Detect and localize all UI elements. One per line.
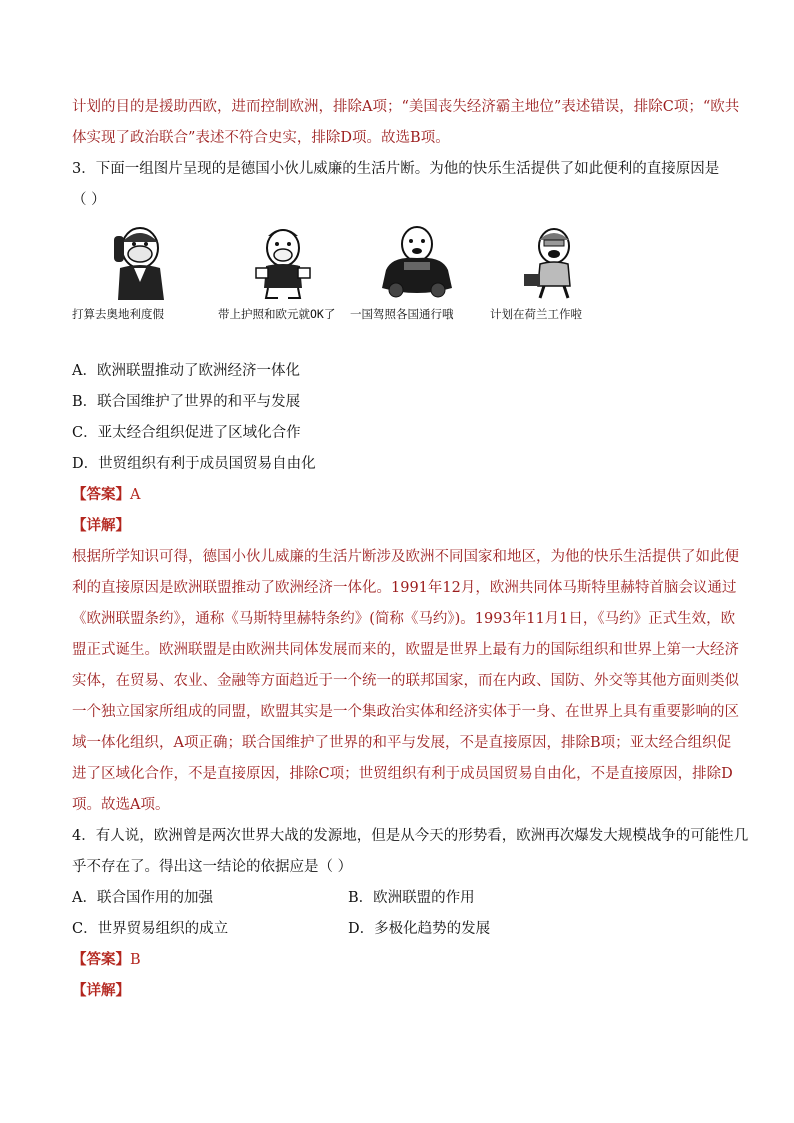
cartoon-passport-euro [220,222,345,342]
q4-answer [72,945,724,976]
detail-line: 实体，在贸易、农业、金融等方面趋近于一个统一的联邦国家，而在内政、国防、外交等其他方面则类似 [72,673,739,689]
caption-2: 带上护照和欧元就OK了 [218,307,336,321]
q3-answer [72,480,724,511]
cartoon-driving [350,222,479,342]
q3-option-a: A．欧洲联盟推动了欧洲经济一体化 [72,363,300,379]
q3-stem-line-2: （ ） [72,192,106,208]
q3-option-b: B．联合国维护了世界的和平与发展 [72,394,301,410]
detail-line: 项。故选A项。 [72,797,170,813]
detail-line: 盟正式诞生。欧洲联盟是由欧洲共同体发展而来的，欧盟是世界上最有力的国际组织和世界上第一大经济 [72,642,739,658]
person-briefcase-icon [508,222,598,302]
caption-3: 一国驾照各国通行哦 [350,307,454,321]
detail-line: 进了区域化合作，不是直接原因，排除C项；世贸组织有利于成员国贸易自由化，不是直接原因，排除D [72,766,733,782]
q3-detail-label: 【详解】 [72,518,130,534]
answer-value: A [130,487,141,503]
q3-stem-line-1: 3．下面一组图片呈现的是德国小伙儿威廉的生活片断。为他的快乐生活提供了如此便利的直接原因是 [72,161,720,177]
q3-cartoon-strip [72,222,724,342]
detail-line: 根据所学知识可得，德国小伙儿威廉的生活片断涉及欧洲不同国家和地区，为他的快乐生活提供了如此便 [72,549,739,565]
q4-option-b: B．欧洲联盟的作用 [348,890,475,906]
answer-value: B [130,952,141,968]
intro-line-2: 体实现了政治联合”表述不符合史实，排除D项。故选B项。 [72,130,450,146]
caption-4: 计划在荷兰工作啦 [490,307,582,321]
q4-option-d: D．多极化趋势的发展 [348,921,491,937]
q4-stem-line-1: 4．有人说，欧洲曾是两次世界大战的发源地，但是从今天的形势看，欧洲再次爆发大规模战争的可能性几 [72,828,749,844]
q4-stem-line-2: 乎不存在了。得出这一结论的依据应是（ ） [72,859,353,875]
cartoon-phone-call [72,222,201,342]
q4-option-a: A．联合国作用的加强 [72,890,213,906]
document-page [72,92,749,1007]
person-car-icon [372,222,462,302]
detail-line: 一个独立国家所组成的同盟，欧盟其实是一个集政治实体和经济实体于一身、在世界上具有重要影响的区 [72,704,739,720]
answer-label: 【答案】 [72,952,130,968]
person-phone-icon [94,222,184,302]
detail-line: 《欧洲联盟条约》，通称《马斯特里赫特条约》(简称《马约》)。1993年11月1日，《马约》正式生效，欧 [72,611,736,627]
q3-option-d: D．世贸组织有利于成员国贸易自由化 [72,456,316,472]
q4-options-row-1 [72,883,724,914]
detail-line: 域一体化组织，A项正确；联合国维护了世界的和平与发展，不是直接原因，排除B项；亚太经合组织促 [72,735,732,751]
intro-line-1: 计划的目的是援助西欧，进而控制欧洲，排除A项；“美国丧失经济霸主地位”表述错误，排除C项；“欧共 [72,99,740,115]
cartoon-working [490,222,615,342]
caption-1: 打算去奥地利度假 [72,307,164,321]
q3-option-c: C．亚太经合组织促进了区域化合作 [72,425,301,441]
answer-label: 【答案】 [72,487,130,503]
q4-detail-label: 【详解】 [72,983,130,999]
q4-option-c: C．世界贸易组织的成立 [72,921,229,937]
q4-options-row-2 [72,914,724,945]
person-passport-icon [238,222,328,302]
q3-detail-text [72,542,739,821]
detail-line: 利的直接原因是欧洲联盟推动了欧洲经济一体化。1991年12月，欧洲共同体马斯特里赫特首脑会议通过 [72,580,737,596]
